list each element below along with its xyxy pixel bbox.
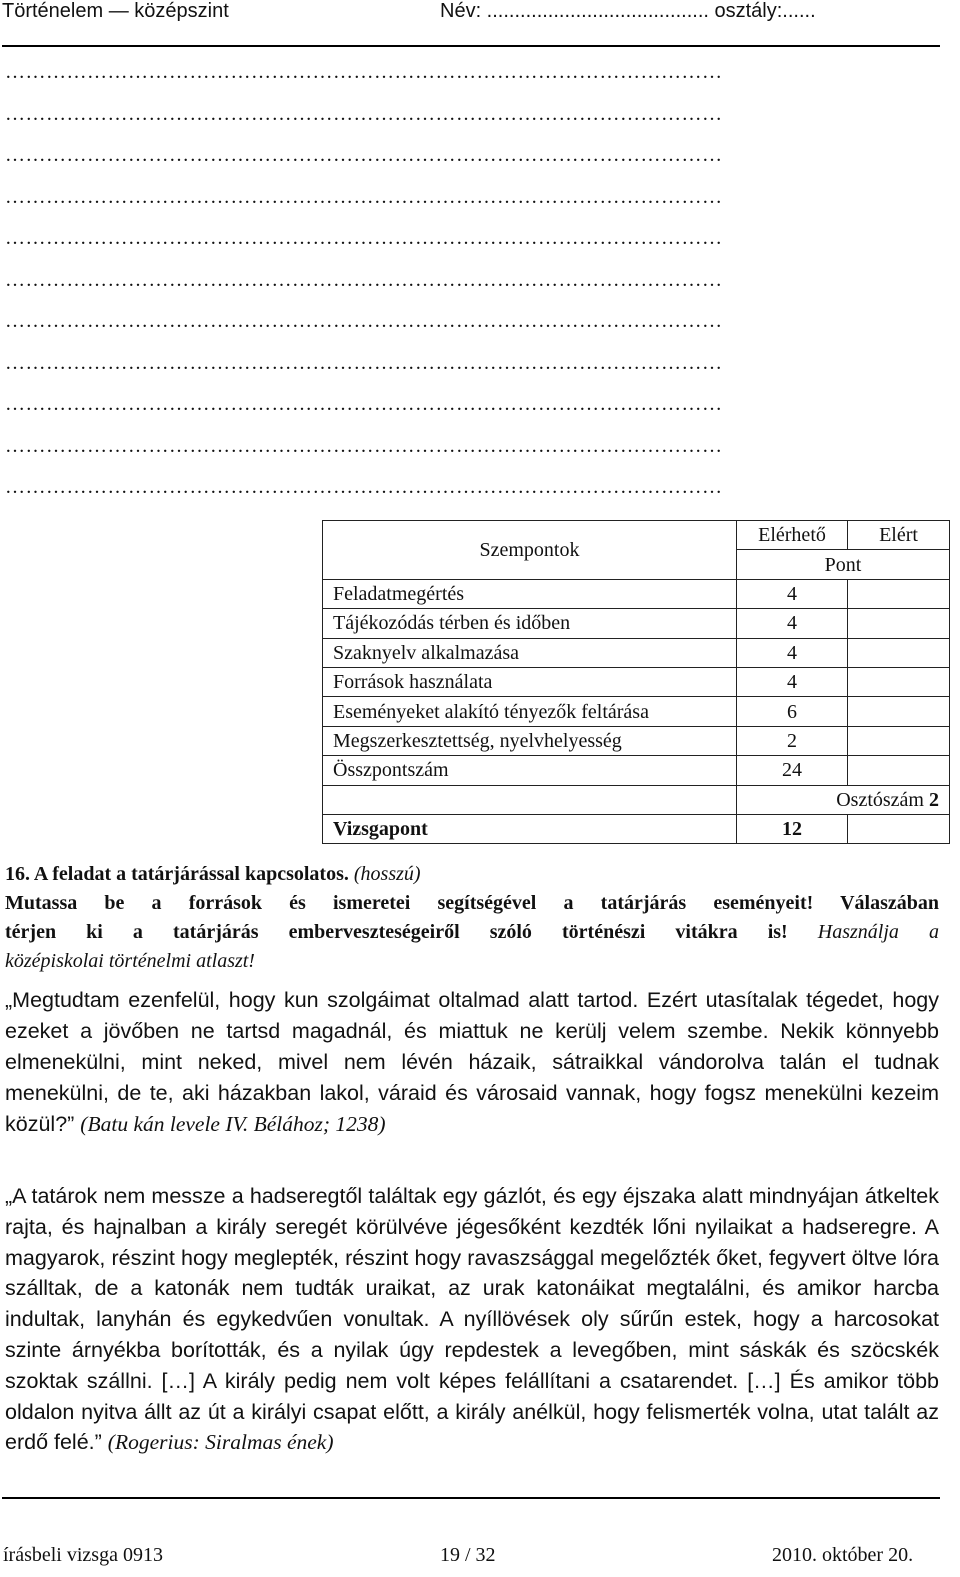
total-label: Összpontszám [323, 756, 737, 785]
table-row [323, 785, 950, 814]
source-citation: (Rogerius: Siralmas ének) [107, 1430, 334, 1455]
scoring-table [322, 520, 950, 844]
criterion-points: 4 [737, 609, 848, 638]
answer-line: …………………………………………………………………………………………… [5, 434, 723, 457]
task-instruction-text: térjen ki a tatárjárás emberveszteségeiről szóló történészi vitákra is! [5, 921, 788, 943]
header-criteria: Szempontok [323, 521, 737, 580]
answer-line: …………………………………………………………………………………………… [5, 185, 723, 208]
task-instruction-line: Mutassa be a források és ismeretei segítségével a tatárjárás eseményeit! Válaszában [5, 892, 939, 914]
exam-score-value: 12 [737, 814, 848, 843]
achieved-cell[interactable] [848, 756, 950, 785]
answer-line: …………………………………………………………………………………………… [5, 227, 723, 249]
achieved-cell[interactable] [848, 579, 950, 608]
source-citation: (Batu kán levele IV. Bélához; 1238) [80, 1112, 386, 1136]
task-note: (hosszú) [353, 863, 421, 885]
answer-line: …………………………………………………………………………………………… [5, 102, 723, 125]
name-class-field: Név: ........................................ osztály:...... [440, 0, 816, 22]
header-achieved: Elért [848, 521, 950, 550]
header-available: Elérhető [737, 521, 848, 550]
exam-id: írásbeli vizsga 0913 [3, 1544, 163, 1566]
achieved-cell[interactable] [848, 814, 950, 843]
table-row [323, 579, 950, 608]
answer-lines [5, 60, 723, 517]
task-title-line [5, 860, 939, 889]
table-row [323, 814, 950, 843]
footer-rule [2, 1497, 940, 1499]
page-header [0, 0, 960, 30]
answer-line: …………………………………………………………………………………………… [5, 61, 723, 83]
answer-line: …………………………………………………………………………………………… [5, 144, 723, 166]
page-number: 19 / 32 [440, 1544, 496, 1566]
achieved-cell[interactable] [848, 697, 950, 726]
criterion-label: Megszerkesztettség, nyelvhelyesség [323, 726, 737, 755]
criterion-points: 2 [737, 726, 848, 755]
header-points: Pont [737, 550, 950, 579]
criterion-points: 4 [737, 579, 848, 608]
achieved-cell[interactable] [848, 638, 950, 667]
exam-date: 2010. október 20. [772, 1544, 914, 1566]
answer-line: …………………………………………………………………………………………… [5, 476, 723, 498]
answer-line: …………………………………………………………………………………………… [5, 393, 723, 415]
divisor-label: Osztószám [836, 788, 924, 811]
table-row [323, 726, 950, 755]
source-text: „A tatárok nem messze a hadseregtől találtak egy gázlót, és egy éjszaka alatt mindnyájan átkeltek rajta, és hajnalban a király seregét körülvéve jégesőként kezdték lőni nyilaikat a hadseregre. A magyarok, részint hogy meglepték, részint hogy ravaszsággal megelőzték őket, fegyvert öltve lóra szálltak, de a katonák nem tudták uraikat, az urak katonáikat megtalálni, és amikor harcba indultak, lanyhán és egykedvűen vonultak. A nyíllövések oly sűrűn estek, hogy a harcosokat szinte árnyékba borították, és a nyilak úgy repdestek a levegőben, mint sáskák és szöcskék szoktak szállni. […] A király pedig nem volt képes felállítani a csatarendet. […] És amikor több oldalon nyitva állt az út a királyi csapat előtt, a király anélkül, hogy felismerték volna, utat talált az erdő felé.” [5, 1184, 939, 1455]
achieved-cell[interactable] [848, 609, 950, 638]
criterion-label: Feladatmegértés [323, 579, 737, 608]
answer-line: …………………………………………………………………………………………… [5, 268, 723, 291]
header-rule [2, 45, 940, 47]
answer-line: …………………………………………………………………………………………… [5, 310, 723, 332]
total-points: 24 [737, 756, 848, 785]
task-atlas-note-cont: középiskolai történelmi atlaszt! [5, 950, 255, 972]
achieved-cell[interactable] [848, 726, 950, 755]
achieved-cell[interactable] [848, 667, 950, 696]
subject-label: Történelem — középszint [2, 0, 229, 22]
table-row [323, 609, 950, 638]
answer-line: …………………………………………………………………………………………… [5, 351, 723, 374]
source-quote-2 [5, 1181, 939, 1458]
divisor-value: 2 [929, 788, 939, 811]
criterion-points: 4 [737, 667, 848, 696]
divisor-cell [737, 785, 950, 814]
table-row [323, 667, 950, 696]
task-instruction-line [5, 918, 939, 947]
table-row [323, 697, 950, 726]
criterion-label: Tájékozódás térben és időben [323, 609, 737, 638]
empty-cell [323, 785, 737, 814]
task-title: 16. A feladat a tatárjárással kapcsolatos. [5, 863, 349, 885]
source-quote-1 [5, 985, 939, 1140]
criterion-label: Szaknyelv alkalmazása [323, 638, 737, 667]
criterion-label: Eseményeket alakító tényezők feltárása [323, 697, 737, 726]
criterion-label: Források használata [323, 667, 737, 696]
task-block [5, 860, 939, 976]
task-atlas-note: Használja a [817, 921, 940, 943]
exam-score-label: Vizsgapont [323, 814, 737, 843]
table-row [323, 638, 950, 667]
criterion-points: 4 [737, 638, 848, 667]
criterion-points: 6 [737, 697, 848, 726]
source-text: „Megtudtam ezenfelül, hogy kun szolgáimat oltalmad alatt tartod. Ezért utasítalak tégedet, hogy ezeket a jövőben ne tartsd magadnál, és miattuk ne kerülj velem szembe. Nekik könnyebb elmenekülni, mint neked, mivel nem lévén házaik, sátraikkal vándorolva talán el tudnak menekülni, de te, aki házakban lakol, váraid és városaid vannak, hogy fogsz menekülni kezeim közül?” [5, 988, 939, 1136]
table-row [323, 756, 950, 785]
